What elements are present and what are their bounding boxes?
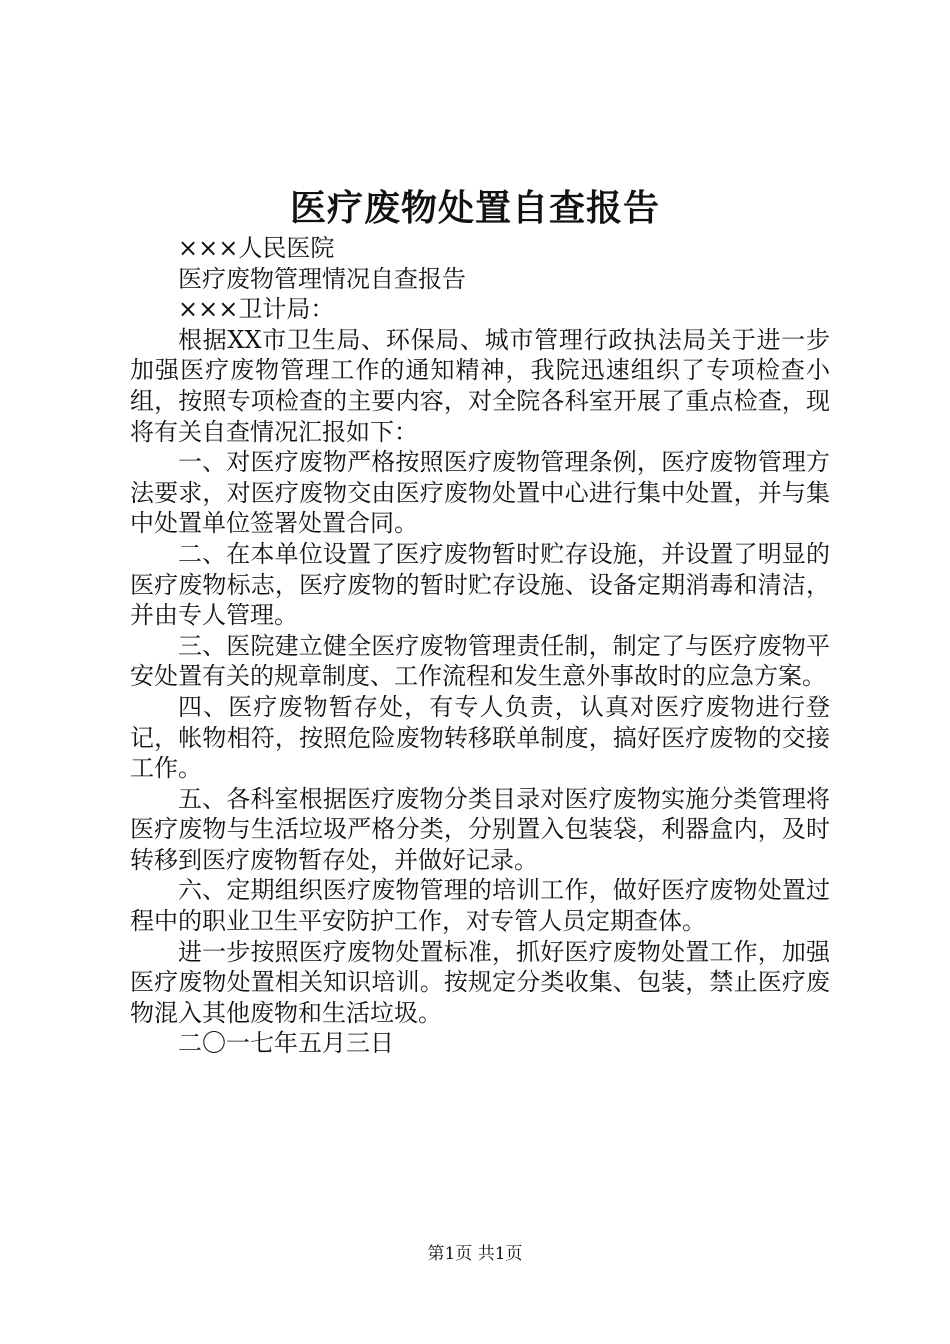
date-line: 二〇一七年五月三日	[178, 1029, 394, 1058]
item-2-paragraph: 二、在本单位设置了医疗废物暂时贮存设施，并设置了明显的医疗废物标志，医疗废物的暂时贮存设施、设备定期消毒和清洁，并由专人管理。	[130, 539, 830, 630]
intro-paragraph: 根据XX市卫生局、环保局、城市管理行政执法局关于进一步加强医疗废物管理工作的通知精神，我院迅速组织了专项检查小组，按照专项检查的主要内容，对全院各科室开展了重点检查，现将有关自查情况汇报如下：	[130, 325, 830, 446]
item-5-paragraph: 五、各科室根据医疗废物分类目录对医疗废物实施分类管理将医疗废物与生活垃圾严格分类，分别置入包装袋，利器盒内，及时转移到医疗废物暂存处，并做好记录。	[130, 784, 830, 874]
document-body	[130, 233, 830, 1059]
item-6-paragraph: 六、定期组织医疗废物管理的培训工作，做好医疗废物处置过程中的职业卫生平安防护工作，对专管人员定期查体。	[130, 876, 830, 936]
item-1-paragraph: 一、对医疗废物严格按照医疗废物管理条例，医疗废物管理方法要求，对医疗废物交由医疗废物处置中心进行集中处置，并与集中处置单位签署处置合同。	[130, 448, 830, 538]
conclusion-paragraph: 进一步按照医疗废物处置标准，抓好医疗废物处置工作，加强医疗废物处置相关知识培训。按规定分类收集、包装，禁止医疗废物混入其他废物和生活垃圾。	[130, 937, 830, 1027]
hospital-name-line: ×××人民医院	[178, 234, 335, 262]
page-number-footer: 第1页 共1页	[427, 1244, 523, 1264]
item-3-paragraph: 三、医院建立健全医疗废物管理责任制，制定了与医疗废物平安处置有关的规章制度、工作流程和发生意外事故时的应急方案。	[130, 631, 830, 691]
report-subtitle-line: 医疗废物管理情况自查报告	[178, 264, 466, 293]
item-4-paragraph: 四、医疗废物暂存处，有专人负责，认真对医疗废物进行登记，帐物相符，按照危险废物转移联单制度，搞好医疗废物的交接工作。	[130, 692, 830, 783]
recipient-line: ×××卫计局：	[178, 295, 335, 324]
document-title: 医疗废物处置自查报告	[289, 187, 660, 229]
